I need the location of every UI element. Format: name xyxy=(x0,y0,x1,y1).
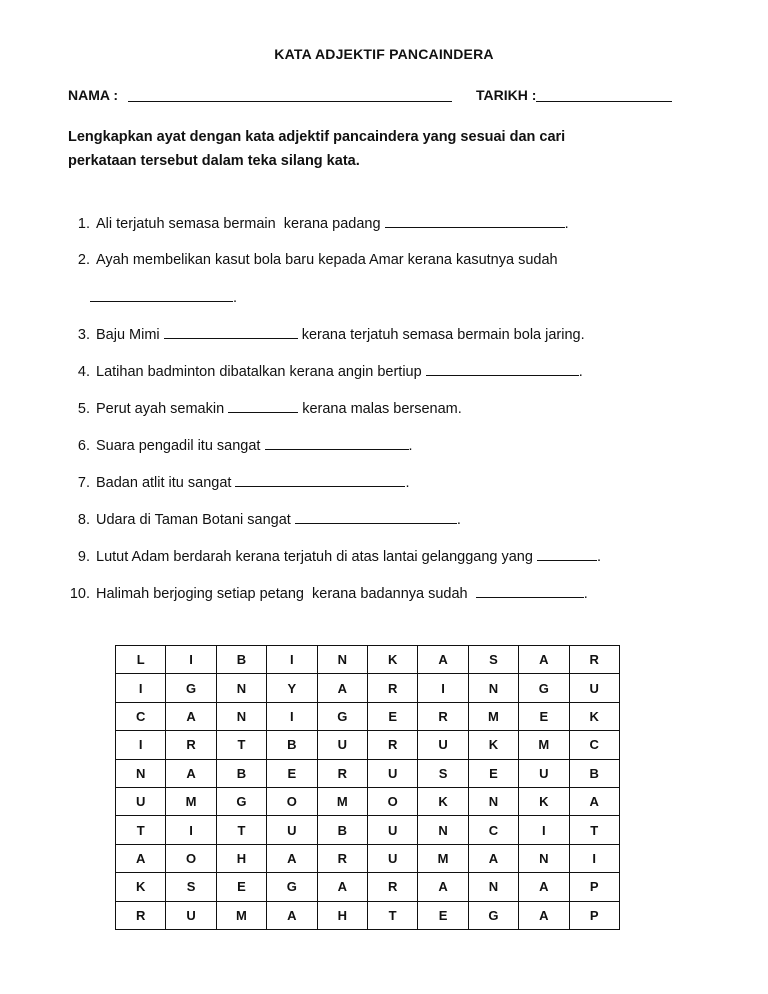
grid-cell[interactable]: U xyxy=(367,759,417,787)
grid-cell[interactable]: A xyxy=(267,901,317,929)
grid-cell[interactable]: E xyxy=(519,702,569,730)
grid-cell[interactable]: U xyxy=(519,759,569,787)
grid-cell[interactable]: I xyxy=(569,844,619,872)
question-item xyxy=(60,437,413,454)
grid-cell[interactable]: H xyxy=(317,901,367,929)
question-item xyxy=(60,215,569,232)
grid-cell[interactable]: B xyxy=(216,646,266,674)
grid-cell[interactable]: N xyxy=(519,844,569,872)
question-number: 4. xyxy=(77,364,90,380)
question-text-end: kerana terjatuh semasa bermain bola jaring. xyxy=(297,327,585,343)
question-text: Ayah membelikan kasut bola baru kepada Amar kerana kasutnya sudah xyxy=(96,252,558,268)
question-number: 7. xyxy=(77,475,90,491)
grid-cell[interactable]: G xyxy=(468,901,518,929)
grid-cell[interactable]: P xyxy=(569,873,619,901)
grid-cell[interactable]: E xyxy=(367,702,417,730)
grid-cell[interactable]: A xyxy=(569,787,619,815)
grid-cell[interactable]: G xyxy=(216,787,266,815)
grid-cell[interactable]: R xyxy=(367,731,417,759)
grid-cell[interactable]: S xyxy=(468,646,518,674)
grid-cell[interactable]: U xyxy=(569,674,619,702)
grid-cell[interactable]: E xyxy=(418,901,468,929)
question-text-end: . xyxy=(408,438,413,454)
question-text-end: kerana malas bersenam. xyxy=(298,401,462,417)
answer-blank[interactable] xyxy=(164,326,298,339)
grid-cell[interactable]: R xyxy=(166,731,216,759)
question-text-end: . xyxy=(564,216,569,232)
grid-cell[interactable]: B xyxy=(569,759,619,787)
grid-cell[interactable]: I xyxy=(267,702,317,730)
grid-cell[interactable]: N xyxy=(216,674,266,702)
answer-blank[interactable] xyxy=(537,548,597,561)
grid-cell[interactable]: K xyxy=(418,787,468,815)
grid-cell[interactable]: M xyxy=(216,901,266,929)
grid-cell[interactable]: M xyxy=(519,731,569,759)
question-text: Latihan badminton dibatalkan kerana angin bertiup xyxy=(96,364,426,380)
question-item xyxy=(60,363,583,380)
grid-cell[interactable]: M xyxy=(317,787,367,815)
tarikh-field[interactable] xyxy=(536,87,672,102)
grid-row xyxy=(116,646,620,674)
grid-row xyxy=(116,674,620,702)
question-text-end: . xyxy=(583,586,588,602)
question-number: 2. xyxy=(77,252,90,268)
grid-cell[interactable]: A xyxy=(519,901,569,929)
grid-cell[interactable]: A xyxy=(418,646,468,674)
grid-cell[interactable]: C xyxy=(116,702,166,730)
answer-blank[interactable] xyxy=(476,585,584,598)
answer-blank[interactable] xyxy=(426,363,579,376)
grid-row xyxy=(116,702,620,730)
grid-row xyxy=(116,759,620,787)
grid-cell[interactable]: R xyxy=(317,844,367,872)
grid-cell[interactable]: U xyxy=(367,844,417,872)
answer-blank[interactable] xyxy=(90,289,233,302)
grid-cell[interactable]: S xyxy=(166,873,216,901)
question-text: Baju Mimi xyxy=(96,327,164,343)
question-item xyxy=(60,548,601,565)
grid-cell[interactable]: U xyxy=(418,731,468,759)
question-number: 8. xyxy=(77,512,90,528)
grid-cell[interactable]: I xyxy=(418,674,468,702)
grid-cell[interactable]: B xyxy=(216,759,266,787)
question-item xyxy=(60,511,461,528)
question-item xyxy=(90,289,237,306)
question-item xyxy=(60,585,588,602)
question-number: 10. xyxy=(69,586,90,602)
grid-cell[interactable]: I xyxy=(116,674,166,702)
grid-cell[interactable]: G xyxy=(267,873,317,901)
question-text-end: . xyxy=(405,475,410,491)
grid-cell[interactable]: K xyxy=(468,731,518,759)
answer-blank[interactable] xyxy=(265,437,409,450)
question-text: Ali terjatuh semasa bermain kerana padang xyxy=(96,216,385,232)
grid-cell[interactable]: A xyxy=(166,702,216,730)
grid-cell[interactable]: I xyxy=(166,646,216,674)
question-text-end: . xyxy=(456,512,461,528)
grid-cell[interactable]: E xyxy=(267,759,317,787)
grid-row xyxy=(116,816,620,844)
grid-row xyxy=(116,901,620,929)
grid-row xyxy=(116,844,620,872)
question-text: Udara di Taman Botani sangat xyxy=(96,512,295,528)
grid-cell[interactable]: A xyxy=(519,646,569,674)
grid-cell[interactable]: A xyxy=(519,873,569,901)
grid-cell[interactable]: O xyxy=(267,787,317,815)
grid-cell[interactable]: K xyxy=(367,646,417,674)
question-number: 6. xyxy=(77,438,90,454)
tarikh-label: TARIKH : xyxy=(476,87,537,103)
grid-row xyxy=(116,873,620,901)
grid-cell[interactable]: U xyxy=(367,816,417,844)
grid-cell[interactable]: R xyxy=(367,873,417,901)
grid-cell[interactable]: A xyxy=(468,844,518,872)
grid-cell[interactable]: P xyxy=(569,901,619,929)
grid-cell[interactable]: C xyxy=(468,816,518,844)
question-item xyxy=(60,326,585,343)
grid-cell[interactable]: N xyxy=(317,646,367,674)
grid-cell[interactable]: L xyxy=(116,646,166,674)
grid-cell[interactable]: Y xyxy=(267,674,317,702)
grid-cell[interactable]: A xyxy=(116,844,166,872)
grid-cell[interactable]: K xyxy=(519,787,569,815)
grid-cell[interactable]: N xyxy=(468,674,518,702)
grid-cell[interactable]: U xyxy=(267,816,317,844)
question-number: 1. xyxy=(77,216,90,232)
grid-cell[interactable]: U xyxy=(116,787,166,815)
word-search-grid xyxy=(115,645,620,930)
grid-cell[interactable]: I xyxy=(267,646,317,674)
grid-cell[interactable]: I xyxy=(166,816,216,844)
answer-blank[interactable] xyxy=(295,511,457,524)
grid-cell[interactable]: K xyxy=(569,702,619,730)
grid-cell[interactable]: T xyxy=(367,901,417,929)
grid-cell[interactable]: R xyxy=(317,759,367,787)
grid-cell[interactable]: G xyxy=(519,674,569,702)
grid-cell[interactable]: G xyxy=(166,674,216,702)
answer-blank[interactable] xyxy=(228,400,298,413)
question-text: Lutut Adam berdarah kerana terjatuh di atas lantai gelanggang yang xyxy=(96,549,537,565)
instruction-text: Lengkapkan ayat dengan kata adjektif pancaindera yang sesuai dan cari perkataan tersebut dalam teka silang kata. xyxy=(68,129,566,169)
grid-cell[interactable]: O xyxy=(166,844,216,872)
grid-cell[interactable]: E xyxy=(216,873,266,901)
question-item xyxy=(60,252,558,268)
question-text: Perut ayah semakin xyxy=(96,401,229,417)
grid-cell[interactable]: R xyxy=(569,646,619,674)
question-text: Badan atlit itu sangat xyxy=(96,475,236,491)
grid-cell[interactable]: T xyxy=(216,731,266,759)
grid-row xyxy=(116,731,620,759)
grid-cell[interactable]: G xyxy=(317,702,367,730)
question-text-end: . xyxy=(233,290,238,306)
grid-cell[interactable]: A xyxy=(317,674,367,702)
question-number: 5. xyxy=(77,401,90,417)
grid-cell[interactable]: M xyxy=(468,702,518,730)
grid-cell[interactable]: A xyxy=(317,873,367,901)
question-text-end: . xyxy=(596,549,601,565)
grid-cell[interactable]: R xyxy=(418,702,468,730)
grid-cell[interactable]: O xyxy=(367,787,417,815)
grid-cell[interactable]: C xyxy=(569,731,619,759)
question-text: Suara pengadil itu sangat xyxy=(96,438,265,454)
nama-label: NAMA : xyxy=(68,87,119,103)
question-item xyxy=(60,474,410,491)
grid-cell[interactable]: N xyxy=(116,759,166,787)
question-text-end: . xyxy=(578,364,583,380)
grid-cell[interactable]: M xyxy=(418,844,468,872)
answer-blank[interactable] xyxy=(235,474,405,487)
grid-cell[interactable]: T xyxy=(216,816,266,844)
grid-cell[interactable]: R xyxy=(367,674,417,702)
grid-cell[interactable]: M xyxy=(166,787,216,815)
question-text: Halimah berjoging setiap petang kerana badannya sudah xyxy=(96,586,476,602)
grid-cell[interactable]: U xyxy=(317,731,367,759)
grid-cell[interactable]: I xyxy=(519,816,569,844)
grid-cell[interactable]: E xyxy=(468,759,518,787)
grid-cell[interactable]: N xyxy=(418,816,468,844)
grid-cell[interactable]: A xyxy=(267,844,317,872)
grid-cell[interactable]: S xyxy=(418,759,468,787)
grid-row xyxy=(116,787,620,815)
grid-cell[interactable]: T xyxy=(569,816,619,844)
grid-cell[interactable]: H xyxy=(216,844,266,872)
grid-cell[interactable]: U xyxy=(166,901,216,929)
grid-cell[interactable]: B xyxy=(317,816,367,844)
grid-cell[interactable]: B xyxy=(267,731,317,759)
question-item xyxy=(60,400,462,417)
grid-cell[interactable]: T xyxy=(116,816,166,844)
worksheet-title: KATA ADJEKTIF PANCAINDERA xyxy=(274,46,494,62)
grid-cell[interactable]: N xyxy=(468,787,518,815)
grid-cell[interactable]: I xyxy=(116,731,166,759)
grid-cell[interactable]: A xyxy=(166,759,216,787)
question-number: 3. xyxy=(77,327,90,343)
question-number: 9. xyxy=(77,549,90,565)
grid-cell[interactable]: N xyxy=(216,702,266,730)
grid-cell[interactable]: R xyxy=(116,901,166,929)
nama-field[interactable] xyxy=(128,87,452,102)
grid-cell[interactable]: N xyxy=(468,873,518,901)
answer-blank[interactable] xyxy=(385,215,565,228)
grid-cell[interactable]: K xyxy=(116,873,166,901)
grid-cell[interactable]: A xyxy=(418,873,468,901)
